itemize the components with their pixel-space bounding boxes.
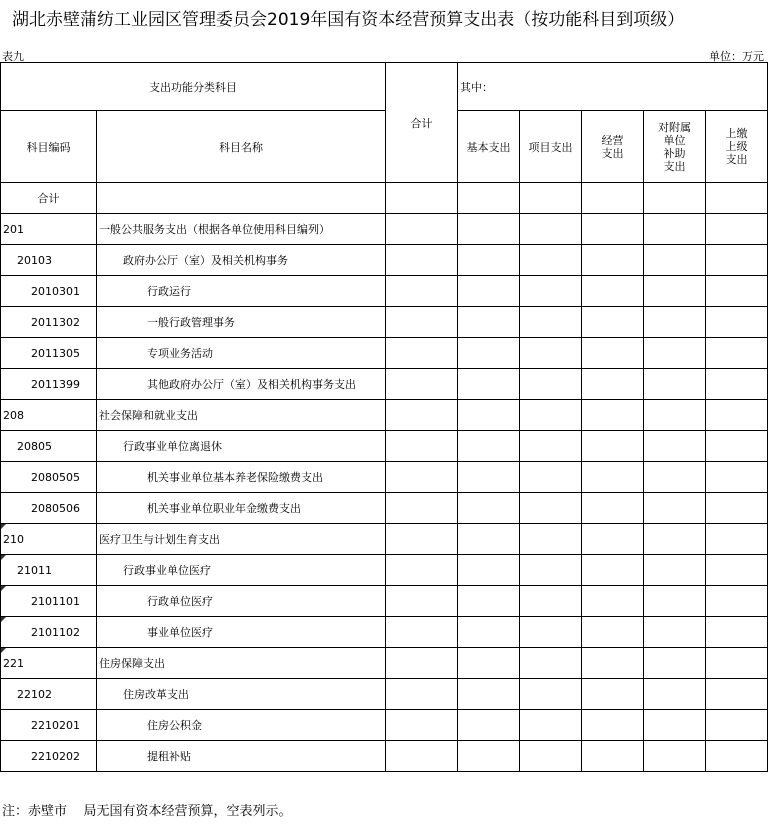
cell — [644, 741, 706, 772]
cell — [582, 214, 644, 245]
cell — [706, 276, 768, 307]
subject-name: 住房公积金 — [97, 710, 386, 741]
cell — [644, 400, 706, 431]
subject-name: 社会保障和就业支出 — [97, 400, 386, 431]
table-row — [1, 741, 768, 772]
cell — [582, 183, 644, 214]
cell — [520, 338, 582, 369]
total-row — [1, 183, 768, 214]
cell — [386, 741, 458, 772]
cell — [458, 741, 520, 772]
subject-code: 2101102 — [1, 617, 97, 648]
subject-name: 行政事业单位医疗 — [97, 555, 386, 586]
cell — [644, 307, 706, 338]
table-row — [1, 493, 768, 524]
cell — [458, 524, 520, 555]
cell — [458, 586, 520, 617]
cell — [706, 741, 768, 772]
comment-marker-icon — [1, 648, 6, 653]
cell — [386, 524, 458, 555]
cell — [706, 338, 768, 369]
cell — [386, 245, 458, 276]
subject-name: 住房保障支出 — [97, 648, 386, 679]
cell — [582, 400, 644, 431]
subject-code: 2011399 — [1, 369, 97, 400]
comment-marker-icon — [1, 617, 6, 622]
total-label: 合计 — [1, 183, 97, 214]
cell — [644, 338, 706, 369]
cell — [386, 214, 458, 245]
cell — [386, 431, 458, 462]
cell — [644, 648, 706, 679]
cell — [644, 555, 706, 586]
cell — [706, 462, 768, 493]
header-subsidy: 对附属 单位 补助 支出 — [644, 111, 706, 183]
cell — [458, 555, 520, 586]
comment-marker-icon — [1, 586, 6, 591]
subject-name: 专项业务活动 — [97, 338, 386, 369]
cell — [582, 586, 644, 617]
cell — [644, 493, 706, 524]
subject-code: 2011302 — [1, 307, 97, 338]
unit-label: 单位：万元 — [709, 50, 764, 63]
cell — [520, 462, 582, 493]
cell — [706, 586, 768, 617]
subject-code: 2080505 — [1, 462, 97, 493]
cell — [520, 648, 582, 679]
cell — [458, 431, 520, 462]
cell — [706, 679, 768, 710]
subject-code: 210 — [1, 524, 97, 555]
cell — [582, 338, 644, 369]
header-basic: 基本支出 — [458, 111, 520, 183]
table-number: 表九 — [2, 50, 24, 63]
table-row — [1, 586, 768, 617]
cell — [386, 338, 458, 369]
cell — [520, 369, 582, 400]
cell — [520, 214, 582, 245]
cell — [386, 648, 458, 679]
subject-code: 2101101 — [1, 586, 97, 617]
cell — [582, 431, 644, 462]
cell — [582, 307, 644, 338]
cell — [644, 524, 706, 555]
subject-name: 提租补贴 — [97, 741, 386, 772]
subject-code: 20805 — [1, 431, 97, 462]
header-name: 科目名称 — [97, 111, 386, 183]
cell — [386, 369, 458, 400]
budget-table — [0, 62, 768, 772]
cell — [582, 679, 644, 710]
subject-name: 机关事业单位职业年金缴费支出 — [97, 493, 386, 524]
table-row — [1, 617, 768, 648]
cell — [458, 276, 520, 307]
cell — [706, 431, 768, 462]
subject-name: 医疗卫生与计划生育支出 — [97, 524, 386, 555]
subject-code: 2210202 — [1, 741, 97, 772]
subject-code: 21011 — [1, 555, 97, 586]
header-total: 合计 — [386, 63, 458, 183]
table-row — [1, 307, 768, 338]
cell — [386, 462, 458, 493]
footnote: 注：赤壁市 局无国有资本经营预算，空表列示。 — [2, 804, 292, 819]
cell — [458, 400, 520, 431]
cell — [582, 741, 644, 772]
cell — [458, 214, 520, 245]
cell — [386, 555, 458, 586]
table-row — [1, 338, 768, 369]
subject-name: 其他政府办公厅（室）及相关机构事务支出 — [97, 369, 386, 400]
cell — [582, 276, 644, 307]
cell — [520, 617, 582, 648]
cell — [644, 369, 706, 400]
table-row — [1, 214, 768, 245]
header-of-which: 其中： — [458, 63, 768, 111]
cell — [706, 307, 768, 338]
cell — [458, 307, 520, 338]
cell — [97, 183, 386, 214]
cell — [644, 245, 706, 276]
subject-name: 行政事业单位离退休 — [97, 431, 386, 462]
cell — [706, 400, 768, 431]
comment-marker-icon — [1, 555, 6, 560]
cell — [706, 214, 768, 245]
cell — [582, 493, 644, 524]
cell — [582, 524, 644, 555]
subject-code: 221 — [1, 648, 97, 679]
header-category: 支出功能分类科目 — [1, 63, 386, 111]
subject-name: 机关事业单位基本养老保险缴费支出 — [97, 462, 386, 493]
subject-code: 20103 — [1, 245, 97, 276]
subject-name: 一般行政管理事务 — [97, 307, 386, 338]
cell — [520, 307, 582, 338]
cell — [644, 431, 706, 462]
cell — [520, 276, 582, 307]
cell — [458, 679, 520, 710]
cell — [644, 710, 706, 741]
cell — [386, 617, 458, 648]
report-title: 湖北赤壁蒲纺工业园区管理委员会2019年国有资本经营预算支出表（按功能科目到项级） — [12, 10, 685, 30]
subject-code: 208 — [1, 400, 97, 431]
subject-name: 政府办公厅（室）及相关机构事务 — [97, 245, 386, 276]
cell — [386, 307, 458, 338]
cell — [582, 648, 644, 679]
cell — [520, 710, 582, 741]
table-row — [1, 710, 768, 741]
cell — [520, 183, 582, 214]
subject-code: 2010301 — [1, 276, 97, 307]
cell — [706, 648, 768, 679]
cell — [582, 245, 644, 276]
table-row — [1, 679, 768, 710]
cell — [520, 493, 582, 524]
subject-code: 2080506 — [1, 493, 97, 524]
table-row — [1, 462, 768, 493]
cell — [644, 679, 706, 710]
table-row — [1, 276, 768, 307]
cell — [520, 679, 582, 710]
cell — [386, 679, 458, 710]
subject-code: 201 — [1, 214, 97, 245]
cell — [520, 400, 582, 431]
cell — [706, 369, 768, 400]
cell — [386, 493, 458, 524]
table-row — [1, 400, 768, 431]
cell — [458, 648, 520, 679]
cell — [706, 617, 768, 648]
cell — [706, 524, 768, 555]
subject-name: 行政运行 — [97, 276, 386, 307]
cell — [582, 710, 644, 741]
cell — [520, 245, 582, 276]
cell — [386, 586, 458, 617]
cell — [582, 617, 644, 648]
cell — [520, 586, 582, 617]
cell — [386, 400, 458, 431]
cell — [458, 710, 520, 741]
table-row — [1, 648, 768, 679]
cell — [386, 183, 458, 214]
cell — [520, 555, 582, 586]
cell — [458, 245, 520, 276]
cell — [458, 462, 520, 493]
table-row — [1, 431, 768, 462]
header-upper: 上缴 上级 支出 — [706, 111, 768, 183]
cell — [458, 493, 520, 524]
subject-code: 22102 — [1, 679, 97, 710]
cell — [582, 555, 644, 586]
header-code: 科目编码 — [1, 111, 97, 183]
cell — [644, 183, 706, 214]
subject-name: 事业单位医疗 — [97, 617, 386, 648]
cell — [706, 245, 768, 276]
cell — [582, 369, 644, 400]
subject-code: 2210201 — [1, 710, 97, 741]
cell — [644, 617, 706, 648]
cell — [644, 214, 706, 245]
table-row — [1, 245, 768, 276]
cell — [706, 555, 768, 586]
subject-name: 行政单位医疗 — [97, 586, 386, 617]
cell — [386, 276, 458, 307]
table-row — [1, 369, 768, 400]
cell — [458, 183, 520, 214]
cell — [386, 710, 458, 741]
cell — [706, 710, 768, 741]
cell — [644, 276, 706, 307]
comment-marker-icon — [1, 524, 6, 529]
header-project: 项目支出 — [520, 111, 582, 183]
header-operating: 经营 支出 — [582, 111, 644, 183]
subject-code: 2011305 — [1, 338, 97, 369]
subject-name: 一般公共服务支出（根据各单位使用科目编列） — [97, 214, 386, 245]
cell — [520, 524, 582, 555]
cell — [458, 369, 520, 400]
subject-name: 住房改革支出 — [97, 679, 386, 710]
cell — [644, 462, 706, 493]
cell — [520, 431, 582, 462]
cell — [582, 462, 644, 493]
cell — [458, 338, 520, 369]
cell — [458, 617, 520, 648]
cell — [706, 183, 768, 214]
table-row — [1, 555, 768, 586]
table-row — [1, 524, 768, 555]
cell — [644, 586, 706, 617]
cell — [520, 741, 582, 772]
cell — [706, 493, 768, 524]
